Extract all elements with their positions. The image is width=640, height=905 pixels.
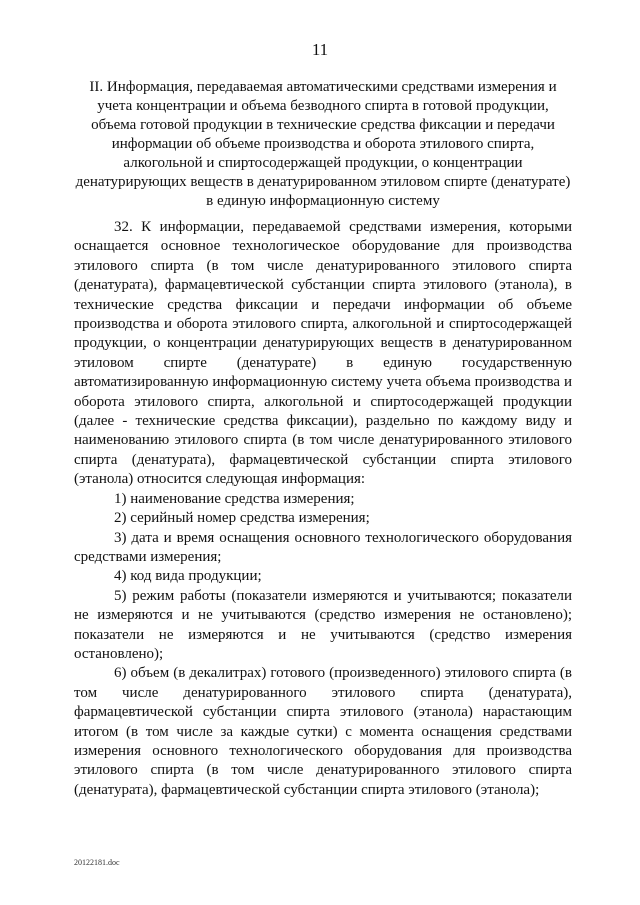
page-number: 11 (311, 40, 329, 59)
footer-file-name: 20122181.doc (74, 858, 120, 867)
list-item-6: 6) объем (в декалитрах) готового (произведенного) этилового спирта (в том числе денатурированного этилового спирта (денатурата), фармацевтической субстанции спирта этилового (этанола) нарастающим итогом (в том числе за каждые сутки) с момента оснащения средствами измерения основного технологического оборудования для производства этилового спирта (в том числе денатурированного этилового спирта (денатурата), фармацевтической субстанции спирта этилового (этанола); (74, 665, 572, 798)
list-item-4: 4) код вида продукции; (114, 568, 262, 585)
intro-paragraph: 32. К информации, передаваемой средствами измерения, которыми оснащается основное технологическое оборудование для производства этилового спирта (в том числе денатурированного этилового спирта (денатурата), фармацевтической субстанции спирта этилового (этанола), в технические средства фиксации и передачи информации об объеме производства и оборота этилового спирта, алкогольной и спиртосодержащей продукции, о концентрации денатурирующих веществ в денатурированном этиловом спирте (денатурате) в единую государственную автоматизированную информационную систему учета объема производства и оборота этилового спирта, алкогольной и спиртосодержащей продукции (далее - технические средства фиксации), раздельно по каждому виду и наименованию этилового спирта (в том числе денатурированного этилового спирта (денатурата), фармацевтической субстанции спирта этилового (этанола) относится следующая информация: (74, 219, 572, 488)
list-item-2: 2) серийный номер средства измерения; (114, 510, 370, 527)
section-heading: II. Информация, передаваемая автоматическими средствами измерения и учета концентрации и объема безводного спирта в готовой продукции, объема готовой продукции в технические средства фиксации и передачи информации об объеме производства и оборота этилового спирта, алкогольной и спиртосодержащей продукции, о концентрации денатурирующих веществ в денатурированном этиловом спирте (денатурате) в единую информационную систему (75, 79, 571, 209)
document-body (74, 218, 572, 800)
list-item-1: 1) наименование средства измерения; (114, 490, 355, 507)
list-item-3: 3) дата и время оснащения основного технологического оборудования средствами измерения; (74, 529, 572, 565)
list-item-5: 5) режим работы (показатели измеряются и учитываются; показатели не измеряются и не учитываются (средство измерения не остановлено); показатели не измеряются и не учитываются (средство измерения остановлено); (74, 587, 572, 662)
